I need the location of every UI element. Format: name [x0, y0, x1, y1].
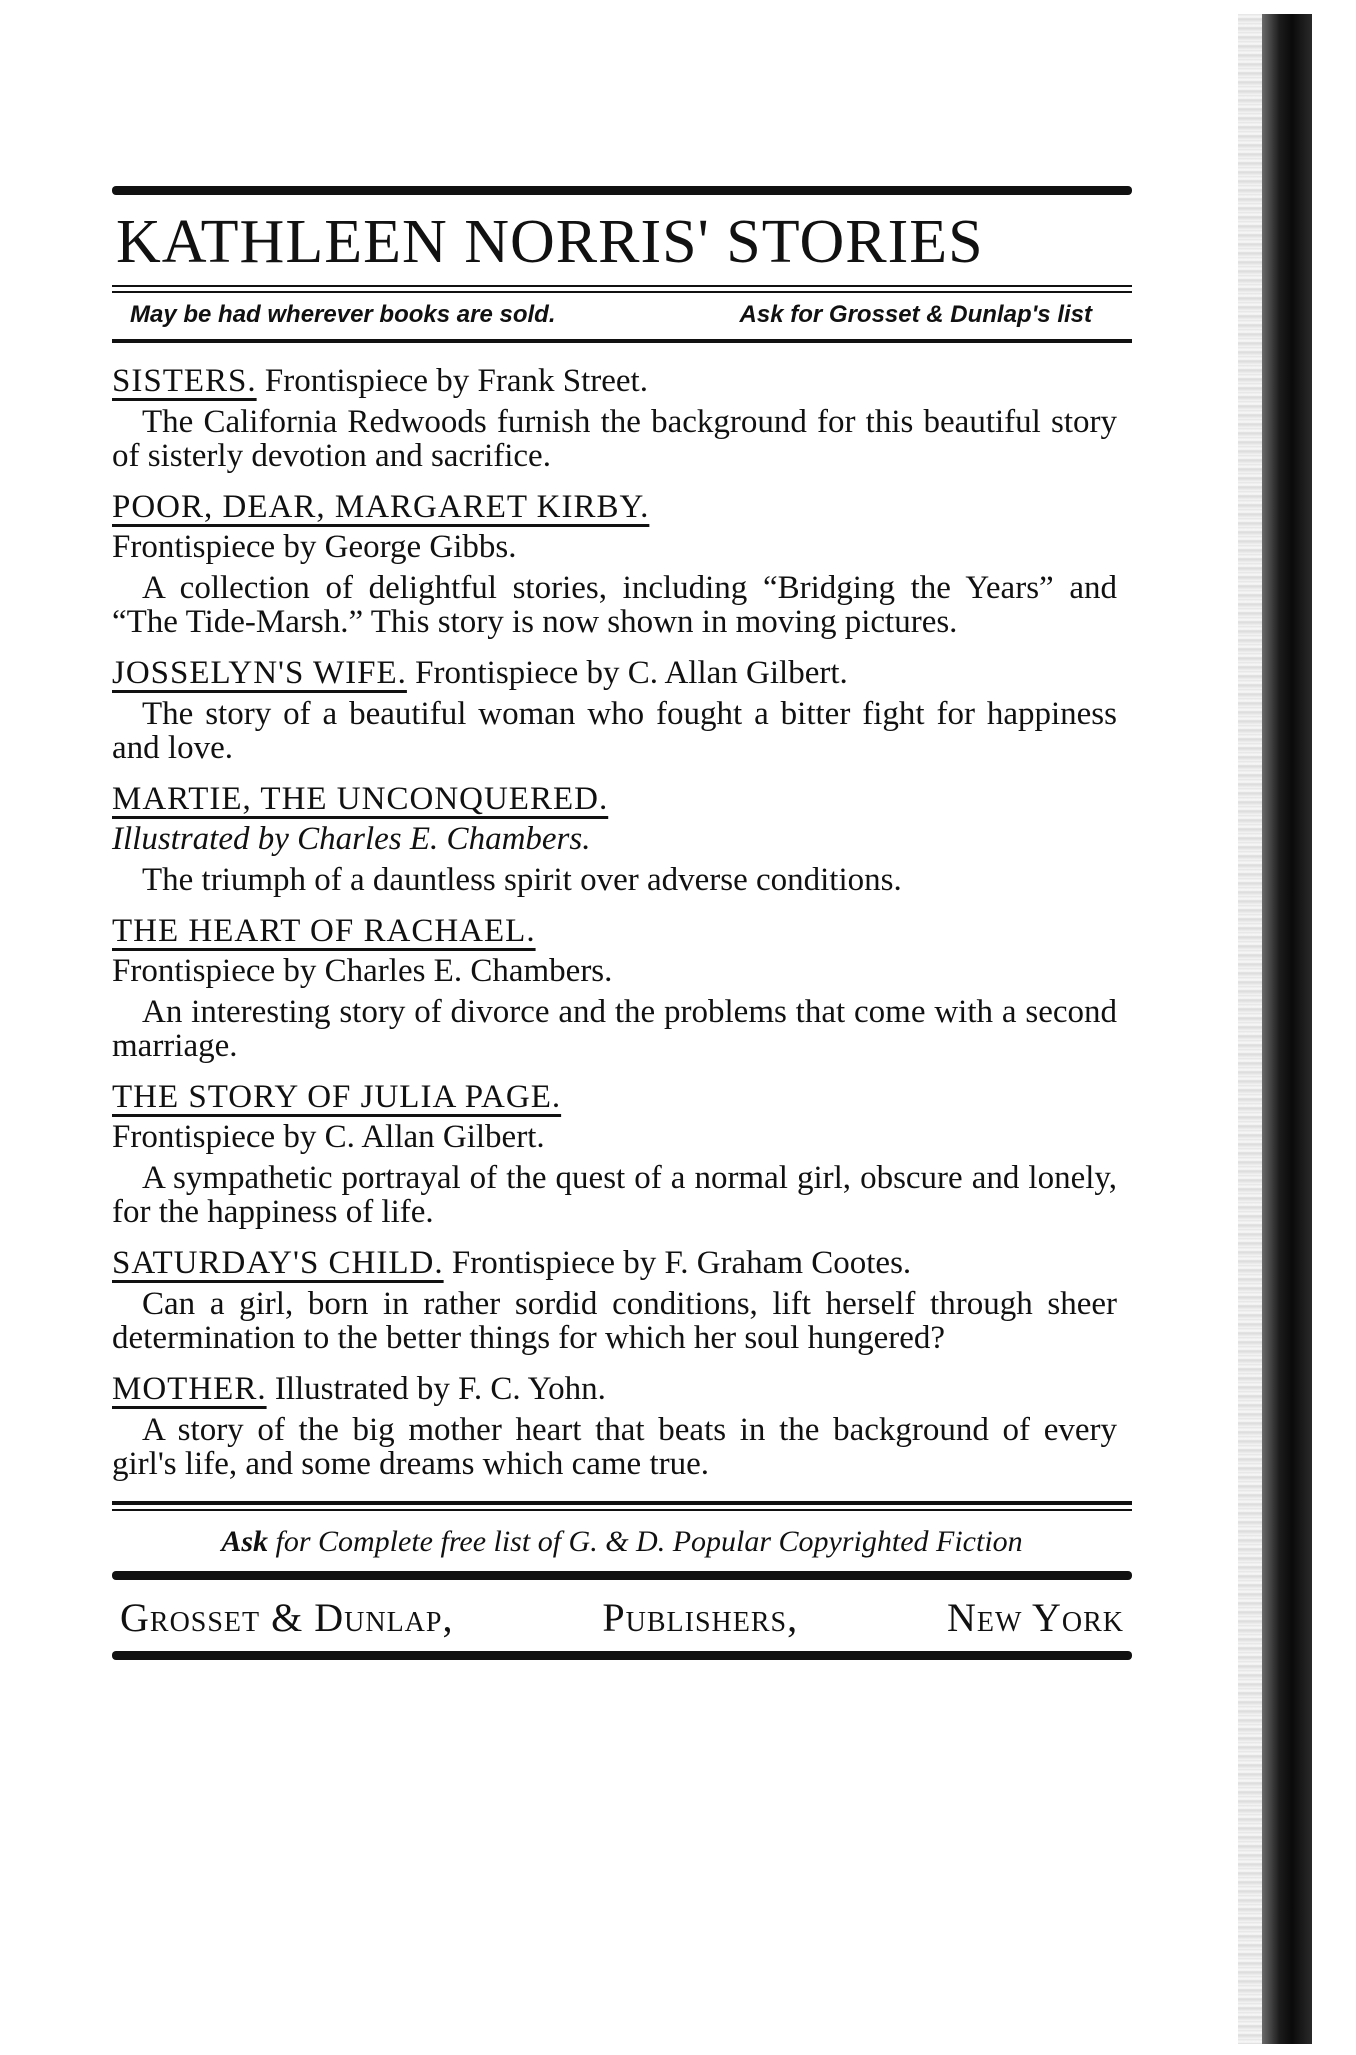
story-credit: Frontispiece by George Gibbs.	[112, 529, 517, 565]
story-title: MOTHER.	[112, 1371, 267, 1407]
subheader-rule	[112, 339, 1132, 343]
top-rule	[112, 186, 1132, 195]
list-note: Ask for Grosset & Dunlap's list	[739, 301, 1092, 328]
story-description: A story of the big mother heart that beats in the background of every girl's life, and some dreams which came true.	[112, 1412, 1117, 1482]
story-credit: Frontispiece by Charles E. Chambers.	[112, 953, 613, 989]
story-credit: Frontispiece by Frank Street.	[264, 363, 648, 399]
publisher-line	[112, 1580, 1132, 1651]
story-title: JOSSELYN'S WIFE.	[112, 655, 407, 691]
story-description: A sympathetic portrayal of the quest of a normal girl, obscure and lonely, for the happiness of life.	[112, 1160, 1117, 1230]
story-credit: Frontispiece by C. Allan Gilbert.	[112, 1119, 545, 1155]
story-title: MARTIE, THE UNCONQUERED.	[112, 781, 609, 817]
title-rule	[112, 285, 1132, 287]
story-description: The story of a beautiful woman who fought a bitter fight for happiness and love.	[112, 696, 1117, 766]
story-title: POOR, DEAR, MARGARET KIRBY.	[112, 489, 650, 525]
catalog-note	[112, 1511, 1132, 1571]
story-description: An interesting story of divorce and the problems that come with a second marriage.	[112, 994, 1117, 1064]
story-credit: Illustrated by F. C. Yohn.	[274, 1371, 606, 1407]
availability-note: May be had wherever books are sold.	[130, 301, 556, 328]
catalog-note-ask: Ask	[221, 1525, 268, 1558]
publisher-name: Grosset & Dunlap,	[120, 1595, 454, 1640]
story-entry	[112, 653, 1132, 765]
footer-rule	[112, 1501, 1132, 1505]
book-spine-shadow	[1262, 14, 1312, 2044]
story-credit: Frontispiece by F. Graham Cootes.	[451, 1245, 912, 1281]
story-entry	[112, 1369, 1132, 1481]
catalog-note-text: for Complete free list of G. & D. Popular Copyrighted Fiction	[275, 1525, 1023, 1558]
story-credit: Frontispiece by C. Allan Gilbert.	[415, 655, 848, 691]
page-edge	[1238, 14, 1264, 2044]
story-title: THE STORY OF JULIA PAGE.	[112, 1079, 562, 1115]
page-title: KATHLEEN NORRIS' STORIES	[116, 208, 984, 276]
story-description: Can a girl, born in rather sordid conditions, lift herself through sheer determination to the better things for which her soul hungered?	[112, 1286, 1117, 1356]
advertisement-page	[112, 186, 1132, 1660]
story-entry	[112, 779, 1132, 897]
story-entry	[112, 361, 1132, 473]
subheader	[112, 293, 1132, 339]
story-entry	[112, 1243, 1132, 1355]
footer-rule-3	[112, 1571, 1132, 1580]
publisher-footer	[112, 1501, 1132, 1660]
story-credit: Illustrated by Charles E. Chambers.	[112, 821, 591, 857]
publishers-label: Publishers,	[602, 1595, 799, 1640]
publisher-city: New York	[947, 1595, 1124, 1640]
story-description: The triumph of a dauntless spirit over adverse conditions.	[142, 862, 902, 898]
story-description: The California Redwoods furnish the background for this beautiful story of sisterly devotion and sacrifice.	[112, 404, 1117, 474]
story-list	[112, 361, 1132, 1481]
story-entry	[112, 1077, 1132, 1229]
bottom-rule	[112, 1651, 1132, 1660]
story-title: THE HEART OF RACHAEL.	[112, 913, 536, 949]
story-entry	[112, 911, 1132, 1063]
story-description: A collection of delightful stories, including “Bridging the Years” and “The Tide-Marsh.” This story is now shown in moving pictures.	[112, 570, 1117, 640]
story-entry	[112, 487, 1132, 639]
story-title: SATURDAY'S CHILD.	[112, 1245, 444, 1281]
story-title: SISTERS.	[112, 363, 257, 399]
